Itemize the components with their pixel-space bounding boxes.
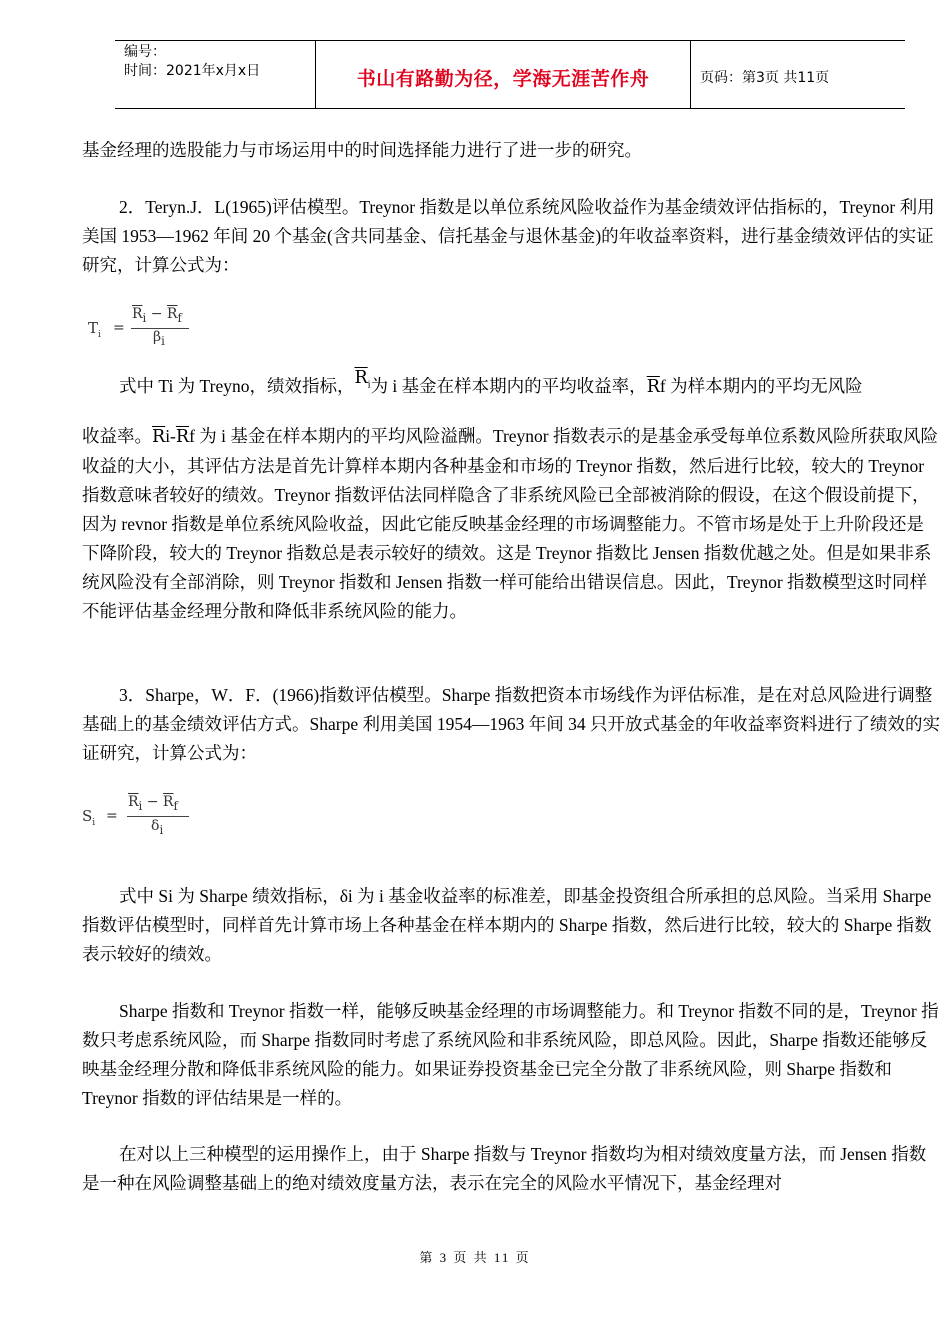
paragraph-7-text: Sharpe 指数和 Treynor 指数一样，能够反映基金经理的市场调整能力。和 Treynor 指数不同的是，Treynor 指数只考虑系统风险，而 Sharpe 指数同时考虑了系统风险和非系统风险，即总风险。因此，Sharpe 指数还能够反映基金经理分散和降低非系统风险的能力。如果证券投资基金已完全分散了非系统风险，则 Sharpe 指数和 Treynor 指数的评估结果是一样的。 xyxy=(82,1001,939,1108)
formula-equals: = xyxy=(113,320,125,336)
footer-page-number: 第 3 页 共 11 页 xyxy=(419,1250,531,1265)
paragraph-1-text: 基金经理的选股能力与市场运用中的时间选择能力进行了进一步的研究。 xyxy=(82,140,642,160)
page-header xyxy=(115,40,905,109)
formula-numerator: $\overline{R}_i - \overline{R}_f$ xyxy=(132,306,182,325)
header-motto-cell xyxy=(315,41,691,108)
formula-equals: = xyxy=(106,808,118,824)
paragraph-1 xyxy=(82,136,940,165)
header-meta xyxy=(115,41,315,108)
paragraph-4 xyxy=(82,422,940,626)
formula-lhs: $T_i$ xyxy=(88,319,101,340)
treynor-formula xyxy=(86,305,206,351)
paragraph-5 xyxy=(82,681,940,768)
time-label: 时间：2021年x月x日 xyxy=(124,63,261,79)
header-page-cell xyxy=(690,41,905,108)
formula-denominator: $\delta_i$ xyxy=(151,818,164,837)
paragraph-3-text: 式中 Ti 为 Treyno，绩效指标，$\overline{R}_i$为 i 基金在样本期内的平均收益率，$\overline{R}f$ 为样本期内的平均无风险 xyxy=(119,368,863,397)
formula-denominator: $\beta_i$ xyxy=(153,329,165,348)
paragraph-4-text: 收益率。$\overline{R}i-\overline{R}f$ 为 i 基金在样本期内的平均风险溢酬。Treynor 指数表示的是基金承受每单位系数风险所获取风险收益的大小，其评估方法是首先计算样本期内各种基金和市场的 Treynor 指数，然后进行比较，较大的 Treynor 指数意味者较好的绩效。Treynor 指数评估法同样隐含了非系统风险已全部被消除的假设，在这个假设前提下，因为 revnor 指数是单位系统风险收益，因此它能反映基金经理的市场调整能力。不管市场是处于上升阶段还是下降阶段，较大的 Treynor 指数总是表示较好的绩效。这是 Treynor 指数比 Jensen 指数优越之处。但是如果非系统风险没有全部消除，则 Treynor 指数和 Jensen 指数一样可能给出错误信息。因此，Treynor 指数模型这时同样不能评估基金经理分散和降低非系统风险的能力。 xyxy=(82,426,939,621)
number-label: 编号： xyxy=(124,44,166,60)
page-footer xyxy=(0,1247,950,1266)
paragraph-7 xyxy=(82,997,940,1113)
paragraph-3 xyxy=(82,368,940,410)
paragraph-6 xyxy=(82,882,940,969)
motto: 书山有路勤为径，学海无涯苦作舟 xyxy=(356,67,650,90)
sharpe-formula xyxy=(80,793,210,841)
formula-numerator: $\overline{R}_i - \overline{R}_f$ xyxy=(128,794,178,813)
paragraph-2-text: 2．Teryn.J．L(1965)评估模型。Treynor 指数是以单位系统风险收益作为基金绩效评估指标的，Treynor 利用美国 1953—1962 年间 20 个基金(含共同基金、信托基金与退休基金)的年收益率资料，进行基金绩效评估的实证研究，计算公式为： xyxy=(82,197,935,275)
paragraph-8-text: 在对以上三种模型的运用操作上，由于 Sharpe 指数与 Treynor 指数均为相对绩效度量方法，而 Jensen 指数是一种在风险调整基础上的绝对绩效度量方法，表示在完全的风险水平情况下，基金经理对 xyxy=(82,1144,927,1193)
paragraph-5-text: 3．Sharpe，W．F．(1966)指数评估模型。Sharpe 指数把资本市场线作为评估标准，是在对总风险进行调整基础上的基金绩效评估方式。Sharpe 利用美国 1954—1963 年间 34 只开放式基金的年收益率资料进行了绩效的实证研究，计算公式为： xyxy=(82,685,940,763)
paragraph-8 xyxy=(82,1140,940,1198)
page-info: 页码：第3页 共11页 xyxy=(700,69,830,86)
paragraph-6-text: 式中 Si 为 Sharpe 绩效指标，δi 为 i 基金收益率的标准差，即基金投资组合所承担的总风险。当采用 Sharpe 指数评估模型时，同样首先计算市场上各种基金在样本期内的 Sharpe 指数，然后进行比较，较大的 Sharpe 指数表示较好的绩效。 xyxy=(82,886,932,964)
formula-lhs: $S_i$ xyxy=(82,807,96,828)
fraction-bar xyxy=(127,816,189,817)
paragraph-2 xyxy=(82,193,940,280)
